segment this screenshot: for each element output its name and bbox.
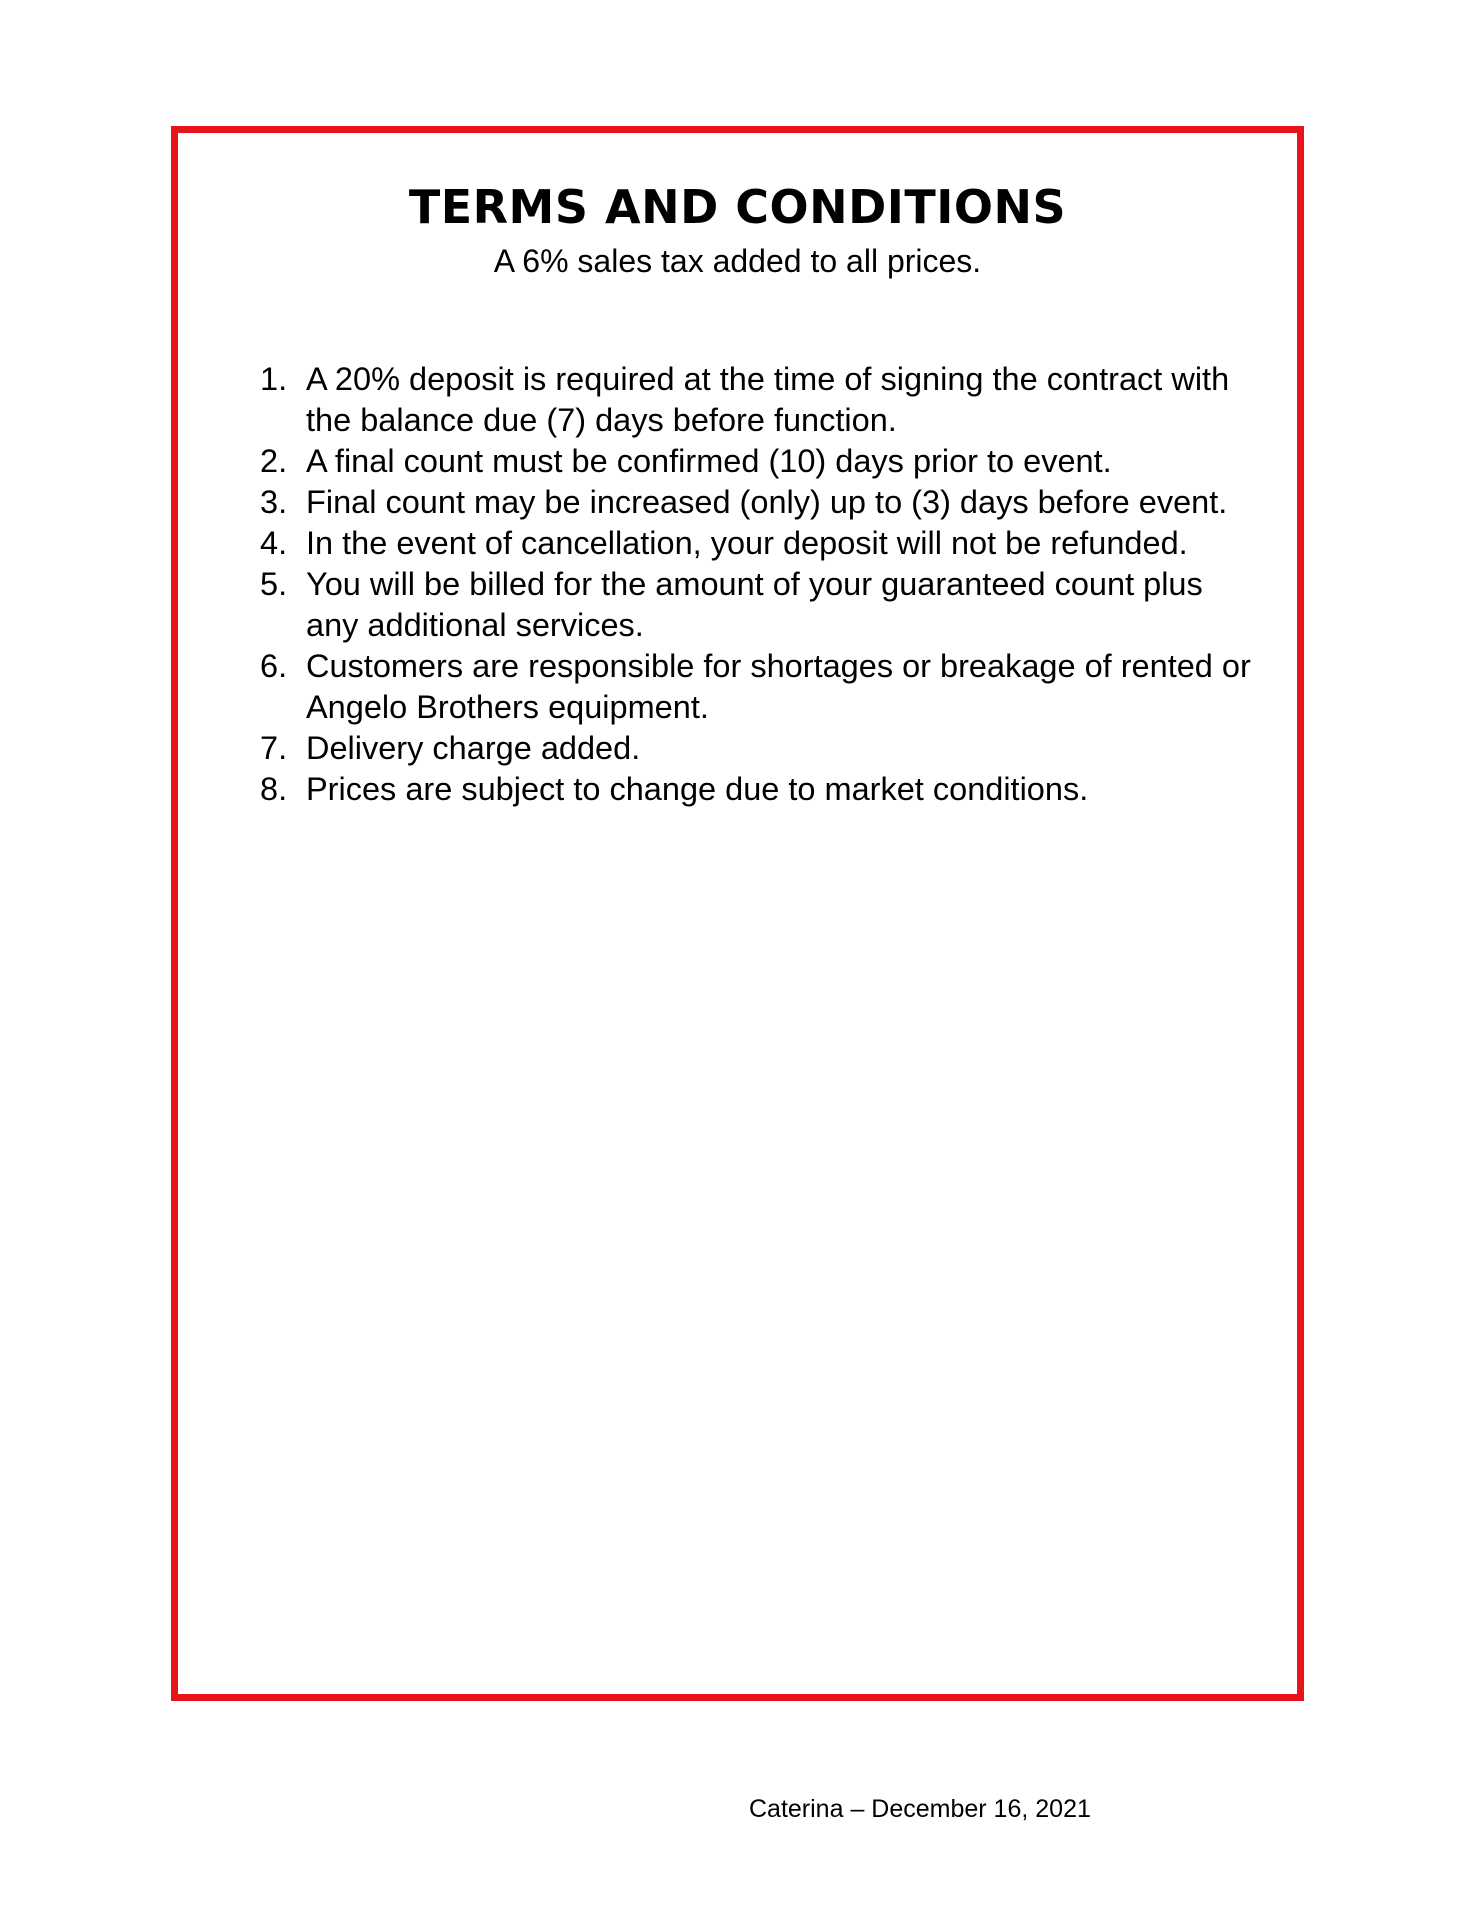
term-text: Final count may be increased (only) up to (3) days before event. (306, 484, 1228, 520)
term-text: A 20% deposit is required at the time of signing the contract with the balance due (7) days before function. (306, 361, 1230, 438)
term-item (260, 646, 1260, 728)
term-item (260, 441, 1260, 482)
term-number: 3. (260, 484, 288, 520)
term-text: You will be billed for the amount of your guaranteed count plus any additional services. (306, 566, 1203, 643)
term-item (260, 728, 1260, 769)
sales-tax-note: A 6% sales tax added to all prices. (493, 243, 982, 279)
term-number: 4. (260, 525, 288, 561)
term-item (260, 769, 1260, 810)
term-text: Delivery charge added. (306, 730, 641, 766)
term-text: Customers are responsible for shortages or breakage of rented or Angelo Brothers equipment. (306, 648, 1251, 725)
term-item (260, 359, 1260, 441)
term-number: 1. (260, 361, 288, 397)
terms-list (260, 359, 1260, 810)
term-item (260, 482, 1260, 523)
footer-author-date: Caterina – December 16, 2021 (749, 1795, 1091, 1823)
term-text: Prices are subject to change due to market conditions. (306, 771, 1089, 807)
term-number: 6. (260, 648, 288, 684)
term-number: 7. (260, 730, 288, 766)
term-item (260, 564, 1260, 646)
term-number: 5. (260, 566, 288, 602)
terms-frame (171, 126, 1304, 1701)
term-item (260, 523, 1260, 564)
term-number: 2. (260, 443, 288, 479)
term-text: A final count must be confirmed (10) days prior to event. (306, 443, 1112, 479)
page-title: TERMS AND CONDITIONS (408, 180, 1067, 234)
term-text: In the event of cancellation, your deposit will not be refunded. (306, 525, 1188, 561)
term-number: 8. (260, 771, 288, 807)
